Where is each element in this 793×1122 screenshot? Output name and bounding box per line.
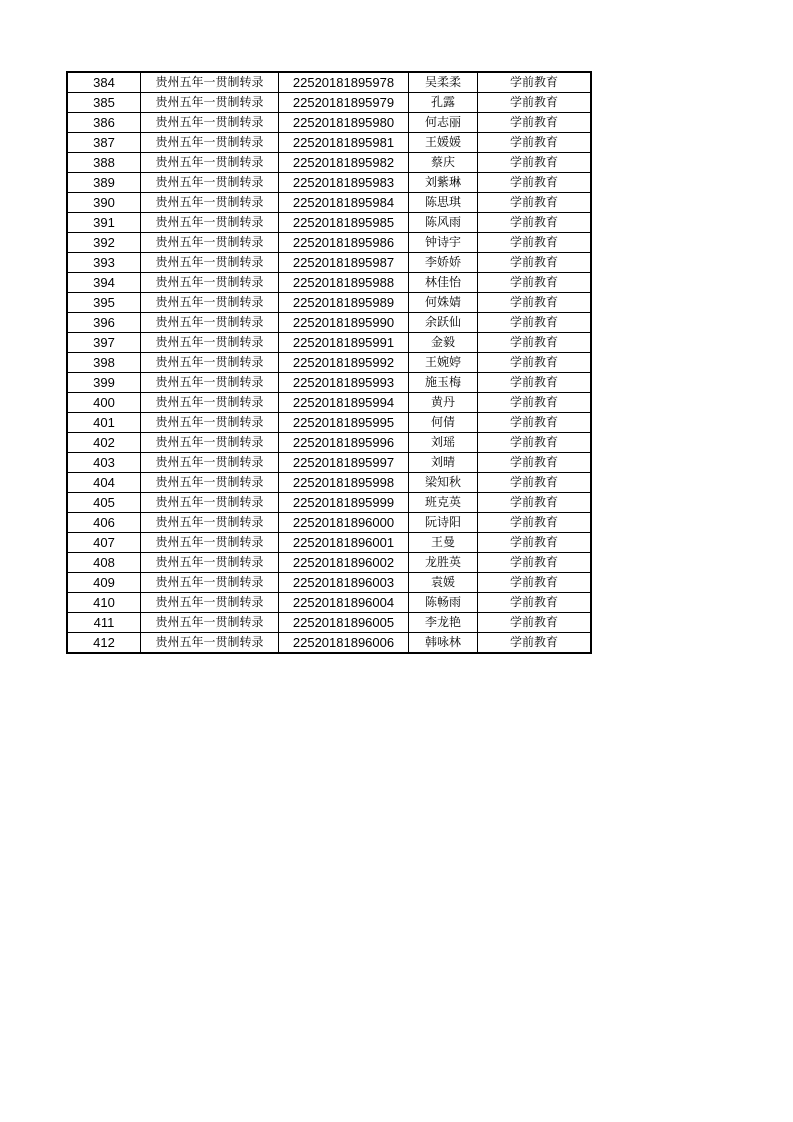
row-number-cell: 404 — [68, 473, 141, 493]
row-number-cell: 396 — [68, 313, 141, 333]
admission-category-cell: 贵州五年一贯制转录 — [141, 613, 279, 633]
admission-category-cell: 贵州五年一贯制转录 — [141, 193, 279, 213]
student-id-cell: 22520181895995 — [279, 413, 409, 433]
admission-category-cell: 贵州五年一贯制转录 — [141, 333, 279, 353]
admission-category-cell: 贵州五年一贯制转录 — [141, 273, 279, 293]
student-id-cell: 22520181895990 — [279, 313, 409, 333]
row-number-cell: 384 — [68, 73, 141, 93]
major-cell: 学前教育 — [478, 393, 591, 413]
major-cell: 学前教育 — [478, 313, 591, 333]
student-id-cell: 22520181895991 — [279, 333, 409, 353]
student-name-cell: 何倩 — [409, 413, 478, 433]
major-cell: 学前教育 — [478, 373, 591, 393]
student-id-cell: 22520181895998 — [279, 473, 409, 493]
student-id-cell: 22520181896006 — [279, 633, 409, 653]
major-cell: 学前教育 — [478, 233, 591, 253]
student-id-cell: 22520181895994 — [279, 393, 409, 413]
major-cell: 学前教育 — [478, 273, 591, 293]
student-name-cell: 何志丽 — [409, 113, 478, 133]
table-row — [68, 113, 591, 133]
row-number-cell: 401 — [68, 413, 141, 433]
row-number-cell: 408 — [68, 553, 141, 573]
admission-category-cell: 贵州五年一贯制转录 — [141, 513, 279, 533]
table-row — [68, 193, 591, 213]
row-number-cell: 400 — [68, 393, 141, 413]
major-cell: 学前教育 — [478, 493, 591, 513]
student-name-cell: 何姝婧 — [409, 293, 478, 313]
table-row — [68, 553, 591, 573]
major-cell: 学前教育 — [478, 173, 591, 193]
table-row — [68, 73, 591, 93]
student-id-cell: 22520181896001 — [279, 533, 409, 553]
table-row — [68, 433, 591, 453]
table-row — [68, 593, 591, 613]
major-cell: 学前教育 — [478, 553, 591, 573]
major-cell: 学前教育 — [478, 293, 591, 313]
major-cell: 学前教育 — [478, 213, 591, 233]
admission-category-cell: 贵州五年一贯制转录 — [141, 453, 279, 473]
student-name-cell: 刘紫琳 — [409, 173, 478, 193]
admission-category-cell: 贵州五年一贯制转录 — [141, 293, 279, 313]
row-number-cell: 411 — [68, 613, 141, 633]
table-row — [68, 253, 591, 273]
table-row — [68, 533, 591, 553]
table-row — [68, 613, 591, 633]
row-number-cell: 407 — [68, 533, 141, 553]
student-name-cell: 黄丹 — [409, 393, 478, 413]
major-cell: 学前教育 — [478, 153, 591, 173]
row-number-cell: 395 — [68, 293, 141, 313]
admission-category-cell: 贵州五年一贯制转录 — [141, 313, 279, 333]
table-row — [68, 93, 591, 113]
student-id-cell: 22520181895997 — [279, 453, 409, 473]
student-id-cell: 22520181896005 — [279, 613, 409, 633]
major-cell: 学前教育 — [478, 253, 591, 273]
admission-category-cell: 贵州五年一贯制转录 — [141, 153, 279, 173]
student-name-cell: 梁知秋 — [409, 473, 478, 493]
table-row — [68, 333, 591, 353]
admission-category-cell: 贵州五年一贯制转录 — [141, 253, 279, 273]
major-cell: 学前教育 — [478, 593, 591, 613]
row-number-cell: 386 — [68, 113, 141, 133]
student-id-cell: 22520181895992 — [279, 353, 409, 373]
student-name-cell: 金毅 — [409, 333, 478, 353]
student-id-cell: 22520181896000 — [279, 513, 409, 533]
student-name-cell: 龙胜英 — [409, 553, 478, 573]
row-number-cell: 410 — [68, 593, 141, 613]
major-cell: 学前教育 — [478, 413, 591, 433]
student-name-cell: 王婉婷 — [409, 353, 478, 373]
student-name-cell: 林佳怡 — [409, 273, 478, 293]
roster-table-body — [68, 73, 591, 653]
admission-category-cell: 贵州五年一贯制转录 — [141, 73, 279, 93]
major-cell: 学前教育 — [478, 573, 591, 593]
student-id-cell: 22520181895983 — [279, 173, 409, 193]
student-id-cell: 22520181895996 — [279, 433, 409, 453]
admission-category-cell: 贵州五年一贯制转录 — [141, 413, 279, 433]
table-row — [68, 353, 591, 373]
row-number-cell: 405 — [68, 493, 141, 513]
student-name-cell: 李娇娇 — [409, 253, 478, 273]
student-id-cell: 22520181895981 — [279, 133, 409, 153]
admission-category-cell: 贵州五年一贯制转录 — [141, 213, 279, 233]
major-cell: 学前教育 — [478, 193, 591, 213]
major-cell: 学前教育 — [478, 633, 591, 653]
row-number-cell: 389 — [68, 173, 141, 193]
student-id-cell: 22520181896003 — [279, 573, 409, 593]
row-number-cell: 387 — [68, 133, 141, 153]
row-number-cell: 398 — [68, 353, 141, 373]
student-id-cell: 22520181895987 — [279, 253, 409, 273]
table-row — [68, 513, 591, 533]
admission-category-cell: 贵州五年一贯制转录 — [141, 493, 279, 513]
table-row — [68, 313, 591, 333]
admission-category-cell: 贵州五年一贯制转录 — [141, 353, 279, 373]
admission-category-cell: 贵州五年一贯制转录 — [141, 533, 279, 553]
student-name-cell: 陈思琪 — [409, 193, 478, 213]
student-id-cell: 22520181895984 — [279, 193, 409, 213]
row-number-cell: 391 — [68, 213, 141, 233]
student-name-cell: 施玉梅 — [409, 373, 478, 393]
student-id-cell: 22520181896004 — [279, 593, 409, 613]
table-row — [68, 373, 591, 393]
admission-category-cell: 贵州五年一贯制转录 — [141, 473, 279, 493]
table-row — [68, 273, 591, 293]
row-number-cell: 397 — [68, 333, 141, 353]
student-id-cell: 22520181895982 — [279, 153, 409, 173]
row-number-cell: 385 — [68, 93, 141, 113]
student-name-cell: 蔡庆 — [409, 153, 478, 173]
table-row — [68, 493, 591, 513]
major-cell: 学前教育 — [478, 333, 591, 353]
admission-category-cell: 贵州五年一贯制转录 — [141, 233, 279, 253]
row-number-cell: 394 — [68, 273, 141, 293]
major-cell: 学前教育 — [478, 473, 591, 493]
major-cell: 学前教育 — [478, 93, 591, 113]
table-row — [68, 233, 591, 253]
student-name-cell: 班克英 — [409, 493, 478, 513]
student-name-cell: 李龙艳 — [409, 613, 478, 633]
major-cell: 学前教育 — [478, 113, 591, 133]
admission-category-cell: 贵州五年一贯制转录 — [141, 373, 279, 393]
student-name-cell: 阮诗阳 — [409, 513, 478, 533]
major-cell: 学前教育 — [478, 453, 591, 473]
admission-category-cell: 贵州五年一贯制转录 — [141, 433, 279, 453]
major-cell: 学前教育 — [478, 433, 591, 453]
row-number-cell: 412 — [68, 633, 141, 653]
row-number-cell: 403 — [68, 453, 141, 473]
student-name-cell: 韩咏林 — [409, 633, 478, 653]
table-row — [68, 173, 591, 193]
row-number-cell: 390 — [68, 193, 141, 213]
row-number-cell: 392 — [68, 233, 141, 253]
student-name-cell: 陈风雨 — [409, 213, 478, 233]
student-name-cell: 刘晴 — [409, 453, 478, 473]
student-name-cell: 陈畅雨 — [409, 593, 478, 613]
table-row — [68, 293, 591, 313]
table-row — [68, 473, 591, 493]
student-id-cell: 22520181895989 — [279, 293, 409, 313]
student-name-cell: 吴柔柔 — [409, 73, 478, 93]
table-row — [68, 393, 591, 413]
student-id-cell: 22520181895988 — [279, 273, 409, 293]
student-id-cell: 22520181895979 — [279, 93, 409, 113]
student-name-cell: 刘瑶 — [409, 433, 478, 453]
student-name-cell: 王媛媛 — [409, 133, 478, 153]
admission-category-cell: 贵州五年一贯制转录 — [141, 113, 279, 133]
student-id-cell: 22520181895993 — [279, 373, 409, 393]
student-id-cell: 22520181895985 — [279, 213, 409, 233]
student-name-cell: 钟诗宇 — [409, 233, 478, 253]
table-row — [68, 453, 591, 473]
row-number-cell: 399 — [68, 373, 141, 393]
table-row — [68, 573, 591, 593]
admission-category-cell: 贵州五年一贯制转录 — [141, 393, 279, 413]
row-number-cell: 406 — [68, 513, 141, 533]
major-cell: 学前教育 — [478, 353, 591, 373]
admission-category-cell: 贵州五年一贯制转录 — [141, 173, 279, 193]
roster-table — [67, 72, 591, 653]
admission-category-cell: 贵州五年一贯制转录 — [141, 553, 279, 573]
student-name-cell: 王曼 — [409, 533, 478, 553]
admission-category-cell: 贵州五年一贯制转录 — [141, 133, 279, 153]
student-id-cell: 22520181895999 — [279, 493, 409, 513]
table-row — [68, 413, 591, 433]
table-row — [68, 633, 591, 653]
student-name-cell: 余跃仙 — [409, 313, 478, 333]
admission-category-cell: 贵州五年一贯制转录 — [141, 633, 279, 653]
student-name-cell: 孔露 — [409, 93, 478, 113]
admission-category-cell: 贵州五年一贯制转录 — [141, 573, 279, 593]
major-cell: 学前教育 — [478, 613, 591, 633]
major-cell: 学前教育 — [478, 513, 591, 533]
major-cell: 学前教育 — [478, 133, 591, 153]
row-number-cell: 388 — [68, 153, 141, 173]
row-number-cell: 393 — [68, 253, 141, 273]
row-number-cell: 402 — [68, 433, 141, 453]
table-row — [68, 213, 591, 233]
student-id-cell: 22520181896002 — [279, 553, 409, 573]
student-name-cell: 袁媛 — [409, 573, 478, 593]
student-id-cell: 22520181895986 — [279, 233, 409, 253]
major-cell: 学前教育 — [478, 73, 591, 93]
admission-category-cell: 贵州五年一贯制转录 — [141, 593, 279, 613]
student-id-cell: 22520181895980 — [279, 113, 409, 133]
table-row — [68, 133, 591, 153]
row-number-cell: 409 — [68, 573, 141, 593]
student-id-cell: 22520181895978 — [279, 73, 409, 93]
admission-category-cell: 贵州五年一贯制转录 — [141, 93, 279, 113]
table-row — [68, 153, 591, 173]
major-cell: 学前教育 — [478, 533, 591, 553]
